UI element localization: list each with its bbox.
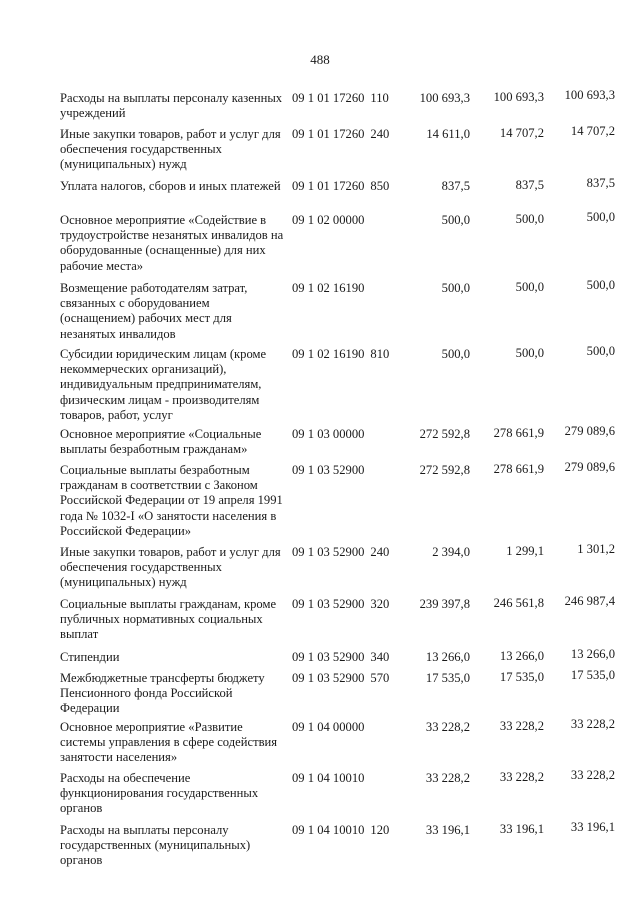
expense-type-code: 570 [370, 671, 390, 685]
row-code [292, 823, 389, 838]
budget-table [0, 88, 640, 875]
table-row [0, 768, 640, 823]
value-year-3: 500,0 [586, 278, 615, 292]
value-year-2: 33 228,2 [499, 770, 544, 784]
row-name: Уплата налогов, сборов и иных платежей [60, 179, 281, 193]
target-article-code: 09 1 04 00000 [292, 720, 365, 734]
value-year-3: 33 228,2 [570, 768, 615, 782]
table-row [0, 647, 640, 671]
target-article-code: 09 1 03 52900 [292, 597, 365, 611]
row-name: Иные закупки товаров, работ и услуг для обеспечения государственных (муниципальных) нужд [60, 545, 281, 590]
row-code [292, 179, 389, 194]
target-article-code: 09 1 02 16190 [292, 281, 365, 295]
row-code [292, 545, 389, 560]
expense-type-code: 320 [370, 597, 390, 611]
table-row [0, 344, 640, 427]
value-year-3: 500,0 [586, 344, 615, 358]
value-year-1: 272 592,8 [419, 427, 470, 441]
row-name: Межбюджетные трансферты бюджету Пенсионного фонда Российской Федерации [60, 671, 265, 716]
value-year-3: 837,5 [586, 176, 615, 190]
value-year-3: 13 266,0 [570, 647, 615, 661]
value-year-3: 500,0 [586, 210, 615, 224]
target-article-code: 09 1 01 17260 [292, 127, 365, 141]
table-row [0, 460, 640, 545]
value-year-2: 13 266,0 [499, 649, 544, 663]
value-year-2: 500,0 [515, 280, 544, 294]
value-year-3: 33 228,2 [570, 717, 615, 731]
row-code [292, 650, 389, 665]
expense-type-code: 810 [370, 347, 390, 361]
value-year-3: 17 535,0 [570, 668, 615, 682]
value-year-1: 100 693,3 [419, 91, 470, 105]
value-year-2: 100 693,3 [493, 90, 544, 104]
target-article-code: 09 1 03 00000 [292, 427, 365, 441]
expense-type-code: 340 [370, 650, 390, 664]
row-name: Стипендии [60, 650, 120, 664]
value-year-2: 246 561,8 [493, 596, 544, 610]
target-article-code: 09 1 04 10010 [292, 771, 365, 785]
expense-type-code: 240 [370, 127, 390, 141]
row-name: Расходы на выплаты персоналу государственных (муниципальных) органов [60, 823, 251, 868]
value-year-2: 33 228,2 [499, 719, 544, 733]
value-year-1: 17 535,0 [425, 671, 470, 685]
value-year-2: 278 661,9 [493, 462, 544, 476]
table-row [0, 176, 640, 213]
value-year-2: 17 535,0 [499, 670, 544, 684]
row-name: Расходы на обеспечение функционирования государственных органов [60, 771, 259, 816]
value-year-3: 100 693,3 [564, 88, 615, 102]
table-row [0, 88, 640, 127]
row-code [292, 347, 389, 362]
row-code [292, 771, 370, 786]
value-year-3: 246 987,4 [564, 594, 615, 608]
row-name: Возмещение работодателям затрат, связанных с оборудованием (оснащением) рабочих мест для незанятых инвалидов [60, 281, 248, 341]
value-year-1: 2 394,0 [432, 545, 470, 559]
expense-type-code: 240 [370, 545, 390, 559]
value-year-3: 279 089,6 [564, 424, 615, 438]
value-year-1: 500,0 [441, 281, 470, 295]
page-number: 488 [310, 52, 330, 67]
row-code [292, 213, 370, 228]
row-code [292, 427, 370, 442]
value-year-1: 239 397,8 [419, 597, 470, 611]
row-code [292, 671, 389, 686]
table-row [0, 820, 640, 875]
table-row [0, 668, 640, 720]
value-year-1: 33 228,2 [425, 720, 470, 734]
value-year-1: 272 592,8 [419, 463, 470, 477]
table-row [0, 210, 640, 281]
table-row [0, 278, 640, 347]
row-name: Социальные выплаты гражданам, кроме публичных нормативных социальных выплат [60, 597, 277, 642]
row-name: Расходы на выплаты персоналу казенных учреждений [60, 91, 283, 121]
table-row [0, 594, 640, 650]
table-row [0, 542, 640, 597]
value-year-1: 14 611,0 [426, 127, 470, 141]
value-year-1: 500,0 [441, 347, 470, 361]
target-article-code: 09 1 03 52900 [292, 650, 365, 664]
row-name: Основное мероприятие «Социальные выплаты безработным гражданам» [60, 427, 262, 457]
row-name: Социальные выплаты безработным гражданам в соответствии с Законом Российской Федерации от 19 апреля 1991 года № 1032-I «О занятости населения в Российской Федерации» [60, 463, 283, 538]
row-code [292, 720, 370, 735]
target-article-code: 09 1 02 00000 [292, 213, 365, 227]
value-year-2: 14 707,2 [499, 126, 544, 140]
row-code [292, 597, 389, 612]
target-article-code: 09 1 01 17260 [292, 179, 365, 193]
value-year-3: 279 089,6 [564, 460, 615, 474]
value-year-1: 33 196,1 [425, 823, 470, 837]
value-year-2: 1 299,1 [506, 544, 544, 558]
row-code [292, 281, 370, 296]
row-code [292, 127, 389, 142]
target-article-code: 09 1 03 52900 [292, 463, 365, 477]
value-year-2: 500,0 [515, 346, 544, 360]
value-year-2: 278 661,9 [493, 426, 544, 440]
table-row [0, 424, 640, 463]
row-code [292, 91, 389, 106]
value-year-2: 500,0 [515, 212, 544, 226]
row-name: Основное мероприятие «Содействие в трудоустройстве незанятых инвалидов на оборудованные (оснащенные) для них рабочие места» [60, 213, 284, 273]
row-name: Субсидии юридическим лицам (кроме некоммерческих организаций), индивидуальным предпринимателям, физическим лицам - производителям товаров, работ, услуг [60, 347, 267, 422]
value-year-3: 1 301,2 [577, 542, 615, 556]
value-year-3: 33 196,1 [570, 820, 615, 834]
target-article-code: 09 1 03 52900 [292, 545, 365, 559]
expense-type-code: 110 [370, 91, 389, 105]
row-name: Иные закупки товаров, работ и услуг для обеспечения государственных (муниципальных) нужд [60, 127, 281, 172]
value-year-1: 837,5 [441, 179, 470, 193]
target-article-code: 09 1 02 16190 [292, 347, 365, 361]
value-year-2: 837,5 [515, 178, 544, 192]
expense-type-code: 120 [370, 823, 390, 837]
target-article-code: 09 1 03 52900 [292, 671, 365, 685]
row-code [292, 463, 370, 478]
target-article-code: 09 1 04 10010 [292, 823, 365, 837]
value-year-1: 33 228,2 [425, 771, 470, 785]
target-article-code: 09 1 01 17260 [292, 91, 365, 105]
row-name: Основное мероприятие «Развитие системы управления в сфере содействия занятости населения» [60, 720, 278, 765]
value-year-3: 14 707,2 [570, 124, 615, 138]
table-row [0, 717, 640, 771]
expense-type-code: 850 [370, 179, 390, 193]
value-year-2: 33 196,1 [499, 822, 544, 836]
table-row [0, 124, 640, 179]
value-year-1: 13 266,0 [425, 650, 470, 664]
value-year-1: 500,0 [441, 213, 470, 227]
